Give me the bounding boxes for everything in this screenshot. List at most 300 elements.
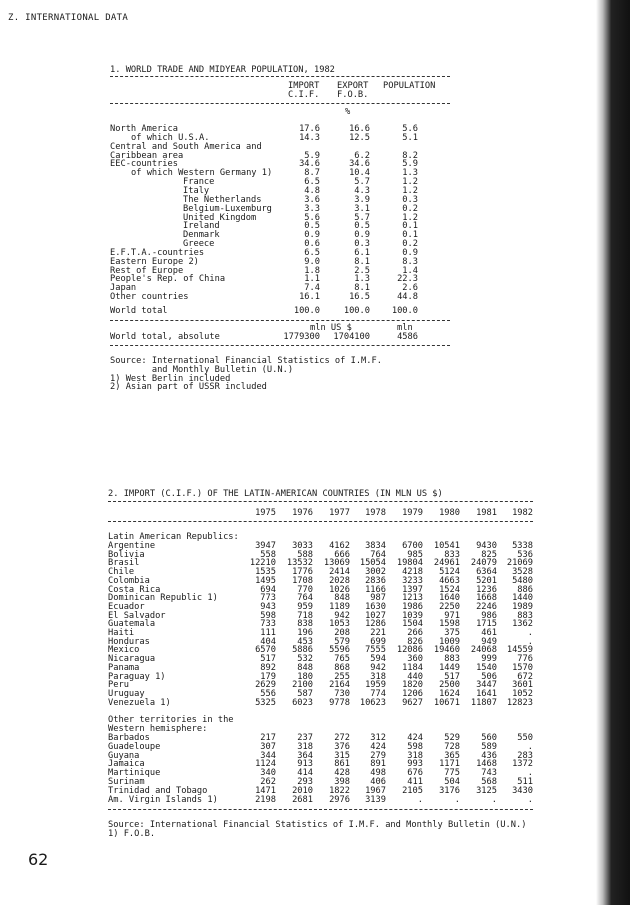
table1-note: Source: International Financial Statistics of I.M.F. bbox=[110, 356, 382, 366]
table1-cell: 5.6 bbox=[304, 212, 320, 223]
table2-note: Source: International Financial Statistics of I.M.F. and Monthly Bulletin (U.N.) bbox=[108, 820, 527, 830]
table2-cell: 2100 bbox=[292, 680, 313, 691]
table2-cell: 279 bbox=[370, 750, 386, 761]
table2-cell: 1286 bbox=[365, 619, 386, 630]
table2-row-label: Guadeloupe bbox=[108, 741, 161, 752]
table2-cell: 1471 bbox=[255, 785, 276, 796]
table1-cell: 0.9 bbox=[354, 230, 370, 241]
table2-cell: 3125 bbox=[476, 785, 497, 796]
table2-cell: 6364 bbox=[476, 567, 497, 578]
table2-cell: 892 bbox=[260, 662, 276, 673]
table2-cell: 838 bbox=[297, 619, 313, 630]
table1-cell: 10.4 bbox=[349, 168, 370, 179]
table1-cell: 5.6 bbox=[402, 124, 418, 134]
table1-cell: 8.2 bbox=[402, 150, 418, 161]
table1-col-export: EXPORT bbox=[337, 81, 369, 91]
table2-cell: 743 bbox=[481, 768, 497, 779]
table2-row-label: Mexico bbox=[108, 645, 140, 656]
table2-cell: 2836 bbox=[365, 575, 386, 586]
table2-cell: 318 bbox=[407, 750, 423, 761]
table2-cell: 315 bbox=[334, 750, 350, 761]
table2-cell: 440 bbox=[407, 671, 423, 682]
table2-cell: 255 bbox=[334, 671, 350, 682]
table2-cell: 1009 bbox=[439, 636, 460, 647]
table2-cell: 891 bbox=[370, 759, 386, 770]
table2-cell: 376 bbox=[334, 741, 350, 752]
divider bbox=[108, 521, 533, 522]
table2-cell: 971 bbox=[444, 610, 460, 621]
table2-cell: 672 bbox=[517, 671, 533, 682]
table2-cell: 3233 bbox=[402, 575, 423, 586]
table2-cell: 3601 bbox=[512, 680, 533, 691]
table1-col-population: POPULATION bbox=[383, 81, 436, 91]
table1-cell: 0.3 bbox=[402, 194, 418, 205]
table2-cell: 2010 bbox=[292, 785, 313, 796]
table2-cell: 666 bbox=[334, 549, 350, 560]
table1-cell: 0.2 bbox=[402, 203, 418, 214]
table1-row-label: E.F.T.A.-countries bbox=[110, 247, 205, 258]
table1-cell: 0.6 bbox=[304, 239, 320, 250]
table2-cell: 424 bbox=[370, 741, 386, 752]
table1-row-label: Greece bbox=[183, 239, 215, 250]
table2-cell: 6570 bbox=[255, 645, 276, 656]
table2-cell: 404 bbox=[260, 636, 276, 647]
table2-cell: 6023 bbox=[292, 697, 313, 708]
table2-row-label: Surinam bbox=[108, 777, 145, 787]
table2-cell: 13532 bbox=[286, 558, 313, 569]
table2-cell: 3033 bbox=[292, 541, 313, 551]
table1-row-label: France bbox=[183, 177, 215, 188]
table2-cell: 1206 bbox=[402, 688, 423, 699]
table1-cell: 1.2 bbox=[402, 212, 418, 223]
table2-cell: 12210 bbox=[249, 558, 276, 569]
table2-cell: 1053 bbox=[329, 619, 350, 630]
table2-cell: 694 bbox=[260, 584, 276, 595]
table2-cell: 4218 bbox=[402, 567, 423, 578]
table2-cell: 307 bbox=[260, 741, 276, 752]
table2-cell: 1362 bbox=[512, 619, 533, 630]
table2-cell: 774 bbox=[370, 688, 386, 699]
table2-cell: 765 bbox=[334, 654, 350, 665]
table2-cell: 1372 bbox=[512, 759, 533, 770]
table1-row-label: North America bbox=[110, 124, 178, 134]
table2-cell: 560 bbox=[481, 733, 497, 743]
table1-cell: 6.2 bbox=[354, 150, 370, 161]
table2-cell: 13069 bbox=[323, 558, 350, 569]
table1-cell: 0.1 bbox=[402, 230, 418, 241]
table2-cell: 825 bbox=[481, 549, 497, 560]
table2-cell: 861 bbox=[334, 759, 350, 770]
table2-cell: 1535 bbox=[255, 567, 276, 578]
table1-cell: 6.1 bbox=[354, 247, 370, 258]
table2-cell: 1495 bbox=[255, 575, 276, 586]
table2-cell: 959 bbox=[297, 601, 313, 612]
table2-cell: 1630 bbox=[365, 601, 386, 612]
table2-cell: 19804 bbox=[396, 558, 423, 569]
table2-row-label: Trinidad and Tobago bbox=[108, 785, 208, 796]
table2-cell: 1540 bbox=[476, 662, 497, 673]
table1-cell: 4.8 bbox=[304, 185, 320, 196]
table2-cell: 5338 bbox=[512, 541, 533, 551]
table2-cell: 1449 bbox=[439, 662, 460, 673]
table2-row-label: Chile bbox=[108, 567, 135, 578]
table1-cell: 34.6 bbox=[349, 159, 370, 170]
table2-cell: 2246 bbox=[476, 601, 497, 612]
table1-cell: 3.9 bbox=[354, 194, 370, 205]
table1-row-label: Italy bbox=[183, 185, 210, 196]
table2-cell: 24068 bbox=[470, 645, 497, 656]
table2-cell: 588 bbox=[297, 549, 313, 560]
table2-cell: 3176 bbox=[439, 785, 460, 796]
divider bbox=[110, 76, 450, 77]
table1-cell: 44.8 bbox=[397, 292, 418, 303]
table2-cell: . bbox=[454, 794, 460, 805]
table1-cell: 9.0 bbox=[304, 256, 320, 267]
table2-cell: 266 bbox=[407, 628, 423, 638]
table2-cell: 340 bbox=[260, 768, 276, 779]
table2-year-header: 1977 bbox=[329, 508, 350, 518]
table2-cell: 1715 bbox=[476, 619, 497, 630]
table2-cell: 942 bbox=[334, 610, 350, 621]
table1-note: 2) Asian part of USSR included bbox=[110, 382, 267, 393]
table2-cell: 1468 bbox=[476, 759, 497, 770]
table1-cell: 6.5 bbox=[304, 247, 320, 258]
table2-row-label: Haiti bbox=[108, 628, 135, 638]
table2-row-label: Costa Rica bbox=[108, 584, 161, 595]
table2-cell: 529 bbox=[444, 733, 460, 743]
table2-cell: 598 bbox=[407, 741, 423, 752]
table2-cell: 2164 bbox=[329, 680, 350, 691]
table1-row-label: EEC-countries bbox=[110, 159, 178, 170]
table2-cell: 913 bbox=[297, 759, 313, 770]
table2-year-header: 1981 bbox=[476, 508, 497, 518]
table2-cell: 1052 bbox=[512, 688, 533, 699]
table1-unit-population: mln bbox=[397, 323, 413, 333]
table1-row-label: Belgium-Luxemburg bbox=[183, 203, 272, 214]
table2-cell: 985 bbox=[407, 549, 423, 560]
table1-cell: 0.5 bbox=[304, 221, 320, 232]
table2-cell: 1213 bbox=[402, 593, 423, 604]
table1-cell: 2.6 bbox=[402, 283, 418, 294]
table2-row-label: Honduras bbox=[108, 636, 150, 647]
table2-cell: 598 bbox=[260, 610, 276, 621]
table2-cell: . bbox=[417, 794, 423, 805]
table2-cell: 764 bbox=[370, 549, 386, 560]
table1-note: 1) West Berlin included bbox=[110, 373, 231, 384]
table2-cell: 208 bbox=[334, 628, 350, 638]
table2-cell: 568 bbox=[481, 777, 497, 787]
table2-cell: 375 bbox=[444, 628, 460, 638]
table2-row-label: Uruguay bbox=[108, 688, 145, 699]
table2-cell: 550 bbox=[517, 733, 533, 743]
table2-cell: 776 bbox=[517, 654, 533, 665]
table2-cell: 1967 bbox=[365, 785, 386, 796]
table1-row-label: United Kingdom bbox=[183, 212, 257, 223]
table2-cell: 3528 bbox=[512, 567, 533, 578]
table2-cell: 770 bbox=[297, 584, 313, 595]
table2-cell: 833 bbox=[444, 549, 460, 560]
table1-cell: 16.6 bbox=[349, 124, 370, 134]
table2-cell: 1640 bbox=[439, 593, 460, 604]
table1-cell: 14.3 bbox=[299, 132, 320, 143]
table2-row-label: Ecuador bbox=[108, 601, 145, 612]
table1-cell: 2.5 bbox=[354, 265, 370, 276]
table2-cell: 1026 bbox=[329, 584, 350, 595]
table2-row-label: Martinique bbox=[108, 768, 161, 779]
table2-row-label: Brasil bbox=[108, 558, 140, 569]
table2-cell: 312 bbox=[370, 733, 386, 743]
table1-row-label: Caribbean area bbox=[110, 150, 184, 161]
table2-year-header: 1979 bbox=[402, 508, 423, 518]
table2-cell: 868 bbox=[334, 662, 350, 673]
table1-cell: 0.1 bbox=[402, 221, 418, 232]
table2-cell: 504 bbox=[444, 777, 460, 787]
table1-cell: 1.4 bbox=[402, 265, 418, 276]
table1-world-total-cell: 100.0 bbox=[293, 306, 320, 316]
table2-cell: 262 bbox=[260, 777, 276, 787]
table2-cell: 728 bbox=[444, 741, 460, 752]
table2-cell: 5480 bbox=[512, 575, 533, 586]
table2-cell: 9778 bbox=[329, 697, 350, 708]
table2-row-label: Venezuela 1) bbox=[108, 697, 171, 708]
table1-cell: 0.9 bbox=[304, 230, 320, 241]
table2-cell: 883 bbox=[444, 654, 460, 665]
table2-cell: 364 bbox=[297, 750, 313, 761]
table2-cell: 1641 bbox=[476, 688, 497, 699]
table2-year-header: 1982 bbox=[512, 508, 533, 518]
table2-cell: 9627 bbox=[402, 697, 423, 708]
table1-cell: 34.6 bbox=[299, 159, 320, 170]
table1-cell: 1.1 bbox=[304, 274, 320, 285]
table2-cell: 5201 bbox=[476, 575, 497, 586]
table1-row-label: Central and South America and bbox=[110, 141, 262, 152]
table1-cell: 12.5 bbox=[349, 132, 370, 143]
table1-cell: 5.9 bbox=[402, 159, 418, 170]
table2-cell: 1124 bbox=[255, 759, 276, 770]
table2-row-label: Guatemala bbox=[108, 619, 156, 630]
table2-cell: 594 bbox=[370, 654, 386, 665]
table1-cell: 8.7 bbox=[304, 168, 320, 179]
table2-row-label: Nicaragua bbox=[108, 654, 156, 665]
table2-cell: 589 bbox=[481, 741, 497, 752]
table2-cell: 11807 bbox=[470, 697, 497, 708]
table2-cell: 3447 bbox=[476, 680, 497, 691]
table2-cell: 293 bbox=[297, 777, 313, 787]
table1-cell: 22.3 bbox=[397, 274, 418, 285]
table2-cell: . bbox=[527, 628, 533, 638]
table2-cell: 2250 bbox=[439, 601, 460, 612]
table2-cell: 826 bbox=[407, 636, 423, 647]
table2-cell: 398 bbox=[334, 777, 350, 787]
table2-cell: 1598 bbox=[439, 619, 460, 630]
table1-cell: 3.1 bbox=[354, 203, 370, 214]
table2-cell: 21069 bbox=[506, 558, 533, 569]
table2-cell: 24079 bbox=[470, 558, 497, 569]
table2-cell: 1027 bbox=[365, 610, 386, 621]
table2-cell: 1822 bbox=[329, 785, 350, 796]
table2-cell: 12823 bbox=[506, 697, 533, 708]
table2-cell: 775 bbox=[444, 768, 460, 779]
table2-year-header: 1975 bbox=[255, 508, 276, 518]
table1-unit-trade: mln US $ bbox=[310, 323, 352, 333]
table2-cell: 1166 bbox=[365, 584, 386, 595]
table2-cell: . bbox=[491, 794, 497, 805]
table2-cell: 558 bbox=[260, 549, 276, 560]
table2-cell: 6700 bbox=[402, 541, 423, 551]
divider bbox=[108, 809, 533, 810]
table2-cell: 10623 bbox=[359, 697, 386, 708]
table2-cell: 411 bbox=[407, 777, 423, 787]
table2-cell: 1820 bbox=[402, 680, 423, 691]
table2-cell: 1171 bbox=[439, 759, 460, 770]
table2-cell: 283 bbox=[517, 750, 533, 761]
table2-cell: 579 bbox=[334, 636, 350, 647]
table2-cell: 428 bbox=[334, 768, 350, 779]
table2-cell: 1986 bbox=[402, 601, 423, 612]
table2-row-label: Panama bbox=[108, 662, 140, 673]
table2-cell: 111 bbox=[260, 628, 276, 638]
table1-world-total-absolute-cell: 1779300 bbox=[283, 332, 320, 342]
table2-cell: 12086 bbox=[396, 645, 423, 656]
table2-group2-label: Other territories in the bbox=[108, 715, 234, 725]
table2-cell: 1624 bbox=[439, 688, 460, 699]
table2-cell: 949 bbox=[481, 636, 497, 647]
table1-row-label: Eastern Europe 2) bbox=[110, 256, 199, 267]
table1-cell: 0.9 bbox=[402, 247, 418, 258]
table2-cell: 676 bbox=[407, 768, 423, 779]
table2-cell: 883 bbox=[517, 610, 533, 621]
table1-row-label: Japan bbox=[110, 283, 137, 294]
table2-cell: 414 bbox=[297, 768, 313, 779]
table2-cell: 360 bbox=[407, 654, 423, 665]
table1-world-total-absolute-label: World total, absolute bbox=[110, 332, 220, 342]
table2-cell: 1524 bbox=[439, 584, 460, 595]
table2-cell: 506 bbox=[481, 671, 497, 682]
table2-cell: 511 bbox=[517, 777, 533, 787]
page-number: 62 bbox=[28, 850, 49, 869]
table2-cell: 2500 bbox=[439, 680, 460, 691]
table1-note: and Monthly Bulletin (U.N.) bbox=[110, 364, 294, 375]
table2-cell: 15054 bbox=[359, 558, 386, 569]
table2-cell: 993 bbox=[407, 759, 423, 770]
divider bbox=[110, 345, 450, 346]
table1-cell: 0.3 bbox=[354, 239, 370, 250]
table2-cell: 10541 bbox=[433, 541, 460, 551]
table2-cell: 1989 bbox=[512, 601, 533, 612]
table2-row-label: Peru bbox=[108, 680, 129, 691]
table1-cell: 3.3 bbox=[304, 203, 320, 214]
table1-cell: 17.6 bbox=[299, 124, 320, 134]
table2-cell: 1776 bbox=[292, 567, 313, 578]
table2-cell: 1236 bbox=[476, 584, 497, 595]
table1-cell: 8.1 bbox=[354, 283, 370, 294]
table2-cell: 217 bbox=[260, 733, 276, 743]
table2-cell: 461 bbox=[481, 628, 497, 638]
table1-title: 1. WORLD TRADE AND MIDYEAR POPULATION, 1982 bbox=[110, 65, 335, 75]
table2-cell: 3002 bbox=[365, 567, 386, 578]
table2-cell: 517 bbox=[444, 671, 460, 682]
table2-cell: 436 bbox=[481, 750, 497, 761]
table1-cell: 0.5 bbox=[354, 221, 370, 232]
table2-cell: 699 bbox=[370, 636, 386, 647]
table1-cell: 8.1 bbox=[354, 256, 370, 267]
table1-cell: 1.8 bbox=[304, 265, 320, 276]
table1-row-label: of which U.S.A. bbox=[131, 132, 210, 143]
table1-cell: 1.2 bbox=[402, 177, 418, 188]
table2-cell: 237 bbox=[297, 733, 313, 743]
divider bbox=[108, 501, 533, 502]
table2-cell: 2681 bbox=[292, 794, 313, 805]
table2-cell: 14559 bbox=[506, 645, 533, 656]
table2-cell: 5886 bbox=[292, 645, 313, 656]
table2-row-label: Am. Virgin Islands 1) bbox=[108, 794, 218, 805]
table2-cell: 1959 bbox=[365, 680, 386, 691]
table2-cell: 9430 bbox=[476, 541, 497, 551]
table2-cell: 773 bbox=[260, 593, 276, 604]
table2-cell: 886 bbox=[517, 584, 533, 595]
table2-cell: 943 bbox=[260, 601, 276, 612]
table2-cell: 1668 bbox=[476, 593, 497, 604]
table2-row-label: El Salvador bbox=[108, 610, 166, 621]
scan-edge bbox=[596, 0, 630, 905]
table2-cell: 2028 bbox=[329, 575, 350, 586]
table2-cell: 1039 bbox=[402, 610, 423, 621]
table1-cell: 16.1 bbox=[299, 292, 320, 303]
section-header: Z. INTERNATIONAL DATA bbox=[8, 13, 129, 23]
table1-cell: 1.3 bbox=[402, 168, 418, 179]
table1-world-total-cell: 100.0 bbox=[391, 306, 418, 316]
table2-cell: 2414 bbox=[329, 567, 350, 578]
table2-cell: 1184 bbox=[402, 662, 423, 673]
table2-cell: 3834 bbox=[365, 541, 386, 551]
table2-cell: 536 bbox=[517, 549, 533, 560]
table2-cell: 344 bbox=[260, 750, 276, 761]
table1-cell: 4.3 bbox=[354, 185, 370, 196]
table2-cell: 986 bbox=[481, 610, 497, 621]
table1-world-total-absolute-cell: 4586 bbox=[397, 332, 418, 342]
table1-cell: 5.7 bbox=[354, 177, 370, 188]
table2-cell: 1440 bbox=[512, 593, 533, 604]
table1-world-total-absolute-cell: 1704100 bbox=[333, 332, 370, 342]
table2-cell: 730 bbox=[334, 688, 350, 699]
table2-row-label: Dominican Republic 1) bbox=[108, 593, 218, 604]
table1-row-label: of which Western Germany 1) bbox=[131, 168, 273, 179]
table2-group2-label-2: Western hemisphere: bbox=[108, 724, 208, 734]
table2-cell: . bbox=[527, 794, 533, 805]
table2-row-label: Barbados bbox=[108, 733, 150, 743]
table1-row-label: The Netherlands bbox=[183, 194, 262, 205]
table1-cell: 5.9 bbox=[304, 150, 320, 161]
table1-cell: 7.4 bbox=[304, 283, 320, 294]
table2-cell: 19460 bbox=[433, 645, 460, 656]
table2-cell: 587 bbox=[297, 688, 313, 699]
table1-cell: 1.3 bbox=[354, 274, 370, 285]
table2-cell: 2198 bbox=[255, 794, 276, 805]
table2-cell: 318 bbox=[297, 741, 313, 752]
table2-cell: 2976 bbox=[329, 794, 350, 805]
table2-cell: 24961 bbox=[433, 558, 460, 569]
table1-cell: 0.2 bbox=[402, 239, 418, 250]
table2-cell: 5325 bbox=[255, 697, 276, 708]
table1-cell: 16.5 bbox=[349, 292, 370, 303]
table1-cell: 3.6 bbox=[304, 194, 320, 205]
table2-cell: 942 bbox=[370, 662, 386, 673]
table2-cell: 365 bbox=[444, 750, 460, 761]
table2-cell: 3139 bbox=[365, 794, 386, 805]
table2-row-label: Paraguay 1) bbox=[108, 671, 166, 682]
table2-cell: 318 bbox=[370, 671, 386, 682]
table2-cell: 5596 bbox=[329, 645, 350, 656]
